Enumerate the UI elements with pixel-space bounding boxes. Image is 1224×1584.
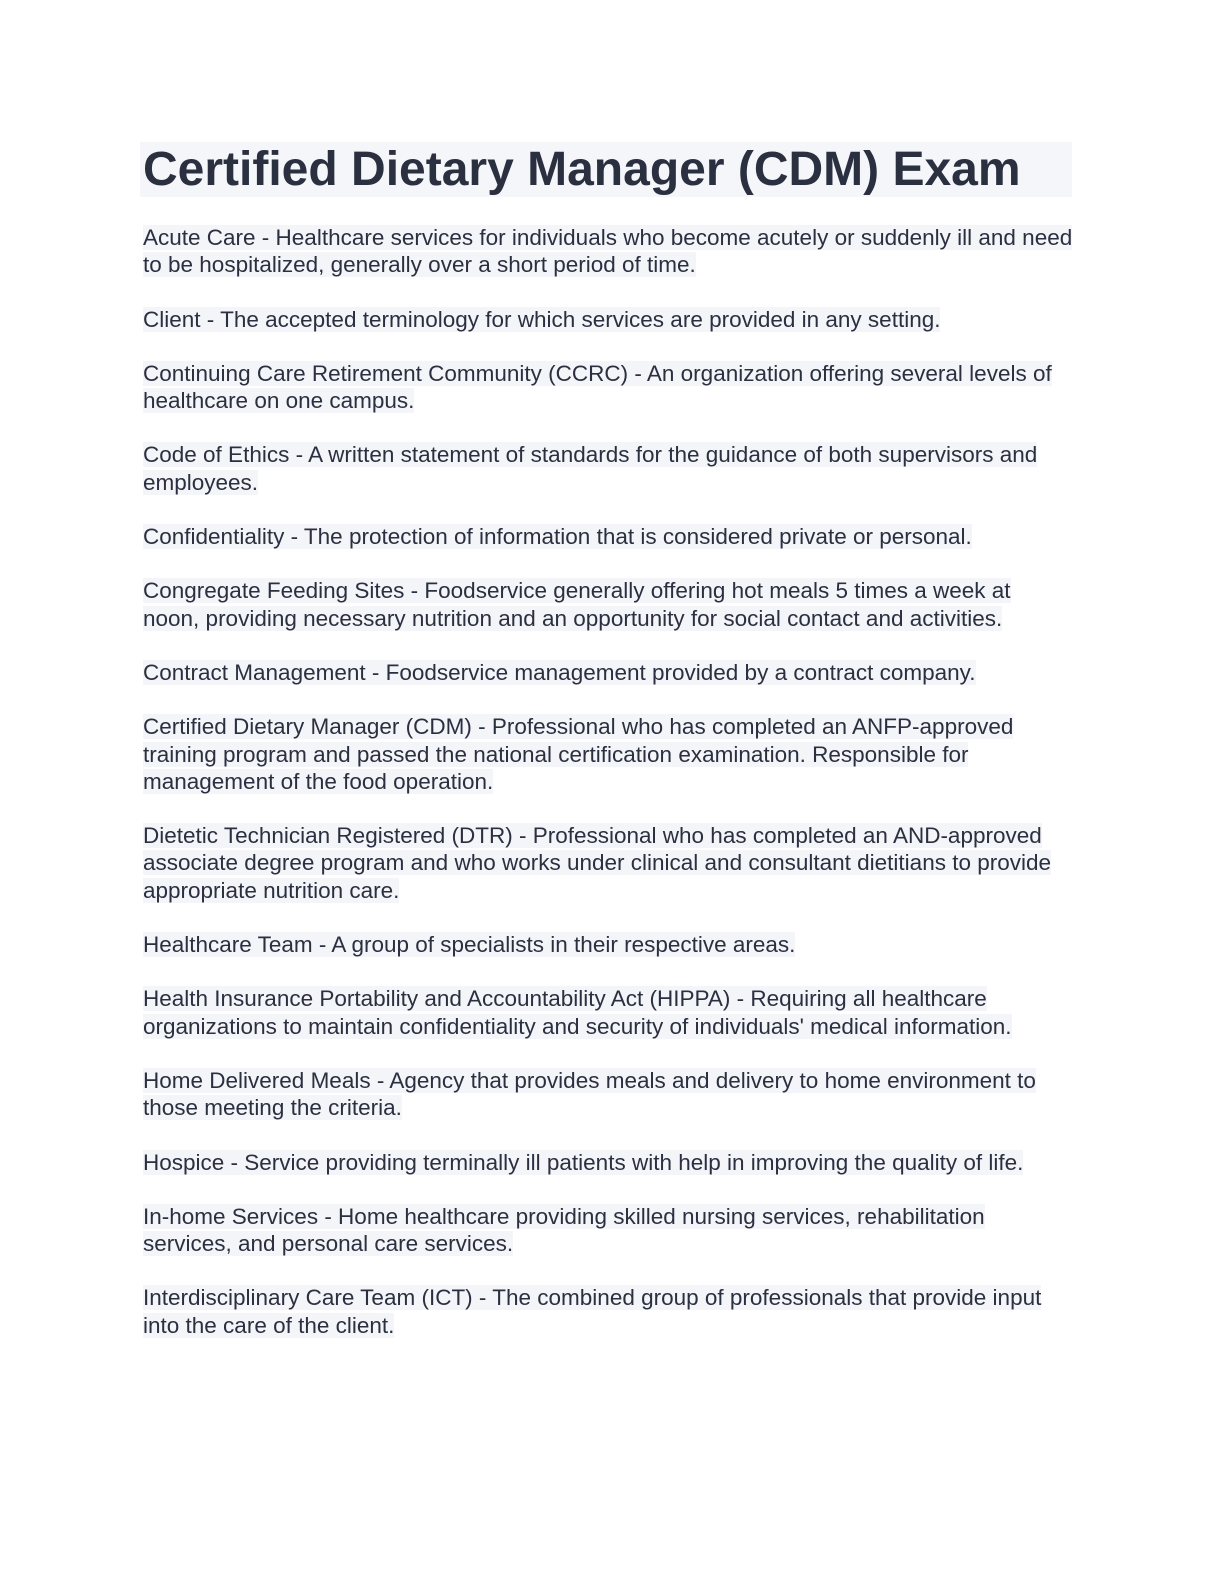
glossary-entry-text: Confidentiality - The protection of information that is considered private or personal. bbox=[143, 524, 972, 550]
glossary-entry-text: Home Delivered Meals - Agency that provides meals and delivery to home environment to those meeting the criteria. bbox=[143, 1067, 1036, 1121]
glossary-entry-home-delivered-meals bbox=[143, 1067, 1073, 1122]
glossary-entry-hospice bbox=[143, 1149, 1073, 1176]
document-title: Certified Dietary Manager (CDM) Exam bbox=[140, 142, 1072, 197]
glossary-list bbox=[143, 224, 1073, 1366]
glossary-entry-dtr bbox=[143, 822, 1073, 904]
glossary-entry-text: Continuing Care Retirement Community (CCRC) - An organization offering several levels of healthcare on one campus. bbox=[143, 360, 1052, 414]
glossary-entry-hipaa bbox=[143, 985, 1073, 1040]
glossary-entry-text: Dietetic Technician Registered (DTR) - Professional who has completed an AND-approved associate degree program and who works under clinical and consultant dietitians to provide appropriate nutrition care. bbox=[143, 823, 1052, 903]
glossary-entry-text: Interdisciplinary Care Team (ICT) - The combined group of professionals that provide input into the care of the client. bbox=[143, 1285, 1042, 1338]
glossary-entry-healthcare-team bbox=[143, 931, 1073, 958]
glossary-entry-congregate-feeding bbox=[143, 577, 1073, 632]
glossary-entry-text: In-home Services - Home healthcare providing skilled nursing services, rehabilitation services, and personal care services. bbox=[143, 1203, 985, 1257]
glossary-entry-contract-management bbox=[143, 659, 1073, 686]
glossary-entry-text: Acute Care - Healthcare services for individuals who become acutely or suddenly ill and need to be hospitalized, generally over a short period of time. bbox=[143, 225, 1073, 278]
glossary-entry-in-home-services bbox=[143, 1203, 1073, 1258]
glossary-entry-confidentiality bbox=[143, 523, 1073, 550]
glossary-entry-cdm bbox=[143, 713, 1073, 795]
glossary-entry-ccrc bbox=[143, 360, 1073, 415]
glossary-entry-ict bbox=[143, 1284, 1073, 1339]
glossary-entry-acute-care bbox=[143, 224, 1073, 279]
glossary-entry-text: Client - The accepted terminology for which services are provided in any setting. bbox=[143, 306, 941, 332]
glossary-entry-code-of-ethics bbox=[143, 441, 1073, 496]
glossary-entry-text: Code of Ethics - A written statement of standards for the guidance of both supervisors and employees. bbox=[143, 442, 1038, 495]
glossary-entry-client bbox=[143, 306, 1073, 333]
glossary-entry-text: Health Insurance Portability and Accountability Act (HIPPA) - Requiring all healthcare organizations to maintain confidentiality and security of individuals' medical information. bbox=[143, 986, 1012, 1039]
glossary-entry-text: Healthcare Team - A group of specialists in their respective areas. bbox=[143, 932, 796, 958]
glossary-entry-text: Contract Management - Foodservice management provided by a contract company. bbox=[143, 659, 976, 685]
glossary-entry-text: Hospice - Service providing terminally ill patients with help in improving the quality of life. bbox=[143, 1149, 1024, 1175]
glossary-entry-text: Congregate Feeding Sites - Foodservice generally offering hot meals 5 times a week at noon, providing necessary nutrition and an opportunity for social contact and activities. bbox=[143, 578, 1011, 631]
glossary-entry-text: Certified Dietary Manager (CDM) - Professional who has completed an ANFP-approved training program and passed the national certification examination. Responsible for management of the food operation. bbox=[143, 714, 1014, 794]
